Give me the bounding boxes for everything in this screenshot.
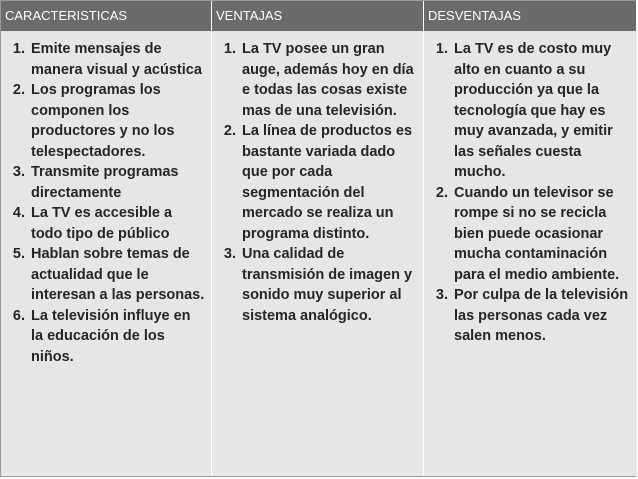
list-item: 4. La TV es accesible a todo tipo de público bbox=[29, 203, 205, 244]
list-item: 3. Transmite programas directamente bbox=[29, 162, 205, 203]
list-item: 2. La línea de productos es bastante variada dado que por cada segmentación del mercado se realiza un programa distinto. bbox=[240, 121, 417, 244]
list-item: 2. Cuando un televisor se rompe si no se recicla bien puede ocasionar mucha contaminación para el medio ambiente. bbox=[452, 183, 631, 286]
caracteristicas-list bbox=[3, 39, 205, 367]
list-item: 1. La TV es de costo muy alto en cuanto a su producción ya que la tecnología que hay es muy avanzada, y emitir las señales cuesta mucho. bbox=[452, 39, 631, 183]
ventajas-list bbox=[214, 39, 417, 326]
ventajas-cell bbox=[212, 31, 424, 476]
caracteristicas-cell bbox=[1, 31, 212, 476]
header-ventajas: VENTAJAS bbox=[212, 1, 424, 31]
desventajas-list bbox=[426, 39, 631, 347]
header-caracteristicas: CARACTERISTICAS bbox=[1, 1, 212, 31]
list-item: 3. Por culpa de la televisión las personas cada vez salen menos. bbox=[452, 285, 631, 347]
list-item: 6. La televisión influye en la educación de los niños. bbox=[29, 306, 205, 368]
list-item: 1. La TV posee un gran auge, además hoy en día e todas las cosas existe mas de una televisión. bbox=[240, 39, 417, 121]
list-item: 5. Hablan sobre temas de actualidad que le interesan a las personas. bbox=[29, 244, 205, 306]
list-item: 2. Los programas los componen los productores y no los telespectadores. bbox=[29, 80, 205, 162]
list-item: 1. Emite mensajes de manera visual y acústica bbox=[29, 39, 205, 80]
list-item: 3. Una calidad de transmisión de imagen y sonido muy superior al sistema analógico. bbox=[240, 244, 417, 326]
desventajas-cell bbox=[424, 31, 637, 476]
header-desventajas: DESVENTAJAS bbox=[424, 1, 637, 31]
